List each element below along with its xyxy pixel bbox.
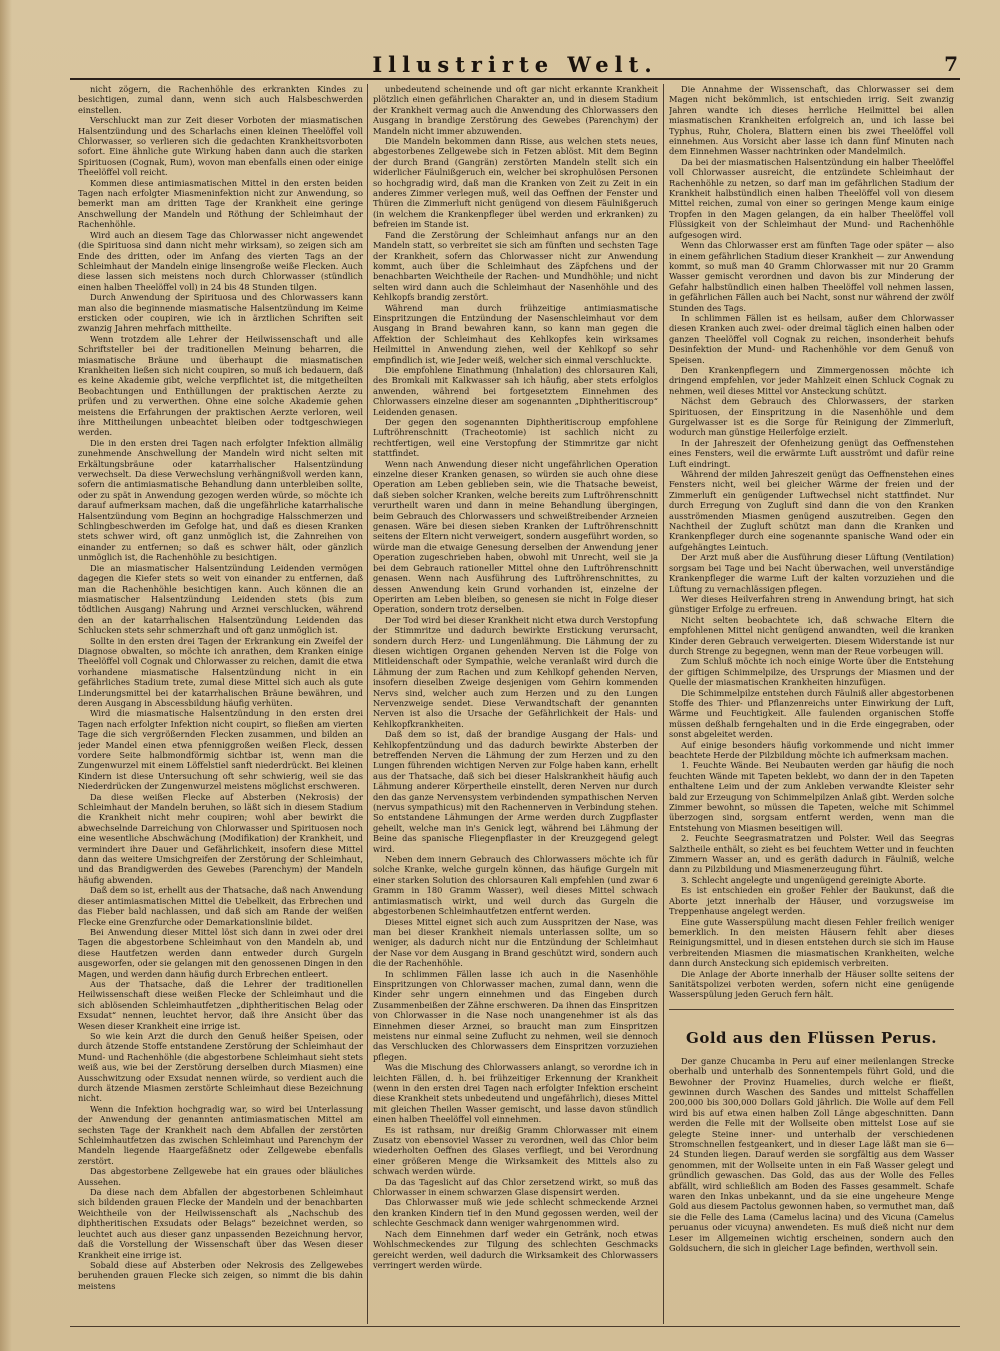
paragraph: Es ist entschieden ein großer Fehler der Baukunst, daß die Aborte jetzt innerhalb der Häuser, und vorzugsweise im Treppenhause angelegt werden. bbox=[669, 885, 954, 917]
paragraph: Die Anlage der Aborte innerhalb der Häuser sollte seitens der Sanitätspolizei verboten werden, sofern nicht eine genügende Wasserspülung jeden Geruch fern hält. bbox=[669, 968, 954, 1000]
page-title: Illustrirte Welt. bbox=[372, 52, 658, 77]
paragraph: nicht zögern, die Rachenhöhle des erkrankten Kindes zu besichtigen, zumal dann, wenn sich auch Halsbeschwerden einstellen. bbox=[78, 84, 363, 115]
paragraph: Der gegen den sogenannten Diphtheritiscroup empfohlene Luftröhrenschnitt (Tracheotomie) ist sachlich nicht zu rechtfertigen, weil eine Verstopfung der Stimmritze gar nicht stattfindet. bbox=[373, 417, 658, 459]
paragraph: Es ist rathsam, nur dreißig Gramm Chlorwasser mit einem Zusatz von ebensoviel Wasser zu verordnen, weil das Chlor beim wiederholten Oeffnen des Glases verfliegt, und bei Verordnung einer größeren Menge die Wirksamkeit des Mittels also zu schwach werden würde. bbox=[373, 1124, 658, 1177]
paragraph: Verschluckt man zur Zeit dieser Vorboten der miasmatischen Halsentzündung und des Scharlachs einen kleinen Theelöffel voll Chlorwasser, so verlieren sich die gedachten Krankheitsvorboten sofort. Eine ähnliche gute Wirkung haben dann auch die starken Spirituosen (Cognak, Rum), wovon man ebenfalls einen oder einige Theelöffel voll reicht. bbox=[78, 115, 363, 178]
paragraph: In schlimmen Fällen ist es heilsam, außer dem Chlorwasser diesen Kranken auch zwei- oder dreimal täglich einen halben oder ganzen Theelöffel voll Cognak zu reichen, insonderheit behufs Desinfektion der Mund- und Rachenhöhle vor dem Genuß von Speisen. bbox=[669, 312, 954, 365]
paragraph: Wenn nach Anwendung dieser nicht ungefährlichen Operation einzelne dieser Kranken genasen, so würden sie auch ohne diese Operation am Leben geblieben sein, wie die Thatsache beweist, daß sieben solcher Kranken, welche bereits zum Luftröhrenschnitt verurtheilt waren und dann in meine Behandlung übergingen, beim Gebrauch des Chlorwassers und schweißtreibender Arzneien genasen. Wäre bei diesen sieben Kranken der Luftröhrenschnitt seitens der Eltern nicht verweigert, sondern ausgeführt worden, so würde man die etwaige Genesung derselben der Anwendung jener Operation zugeschrieben haben, obwohl mit Unrecht, weil sie ja bei dem Gebrauch rationeller Mittel ohne den Luftröhrenschnitt genasen. Wenn nach Ausführung des Luftröhrenschnittes, zu dessen Anwendung kein Grund vorhanden ist, einzelne der Operirten am Leben bleiben, so genesen sie nicht in Folge dieser Operation, sondern trotz derselben. bbox=[373, 458, 658, 615]
paragraph: Dieses Mittel eignet sich auch zum Ausspritzen der Nase, was man bei dieser Krankheit niemals unterlassen sollte, um so weniger, als dadurch nicht nur die Entzündung der Schleimhaut der Nase vor dem Ausgang in Brand geschützt wird, sondern auch die der Rachenhöhle. bbox=[373, 916, 658, 969]
paragraph: Der Arzt muß aber die Ausführung dieser Lüftung (Ventilation) sorgsam bei Tage und bei Nacht überwachen, weil unverständige Krankenpfleger die warme Luft der kalten vorzuziehen und die Lüftung zu vernachlässigen pflegen. bbox=[669, 552, 954, 594]
paragraph: Kommen diese antimiasmatischen Mittel in den ersten beiden Tagen nach erfolgter Miasmeninfektion nicht zur Anwendung, so bemerkt man am dritten Tage der Krankheit eine geringe Anschwellung der Mandeln und Röthung der Schleimhaut der Rachenhöhle. bbox=[78, 177, 363, 230]
paragraph: In der Jahreszeit der Ofenheizung genügt das Oeffnenstehen eines Fensters, weil die erwärmte Luft ausströmt und dafür reine Luft eindringt. bbox=[669, 437, 954, 469]
paragraph: Fand die Zerstörung der Schleimhaut anfangs nur an den Mandeln statt, so verbreitet sie sich am fünften und sechsten Tage der Krankheit, sofern das Chlorwasser nicht zur Anwendung kommt, auch über die Schleimhaut des Zäpfchens und der benachbarten Weichtheile der Rachen- und Mundhöhle; und nicht selten wird dann auch die Schleimhaut der Nasenhöhle und des Kehlkopfs brandig zerstört. bbox=[373, 229, 658, 303]
paragraph: Wer dieses Heilverfahren streng in Anwendung bringt, hat sich günstiger Erfolge zu erfreuen. bbox=[669, 593, 954, 615]
paragraph: Da bei der miasmatischen Halsentzündung ein halber Theelöffel voll Chlorwasser ausreicht, die entzündete Schleimhaut der Rachenhöhle zu netzen, so darf man im gefährlichen Stadium der Krankheit halbstündlich einen halben Theelöffel voll von diesem Mittel reichen, zumal von einer so geringen Menge kaum einige Tropfen in den Magen gelangen, da ein halber Theelöffel voll Flüssigkeit von der Schleimhaut der Mund- und Rachenhöhle aufgesogen wird. bbox=[669, 156, 954, 240]
section-title: Gold aus den Flüssen Perus. bbox=[686, 1028, 937, 1047]
text-column-3 bbox=[669, 84, 954, 1324]
paragraph: Das Chlorwasser muß wie jede schlecht schmeckende Arznei den kranken Kindern tief in den Mund gegossen werden, weil der schlechte Geschmack dann weniger wahrgenommen wird. bbox=[373, 1197, 658, 1229]
paragraph: Neben dem innern Gebrauch des Chlorwassers möchte ich für solche Kranke, welche gurgeln können, das häufige Gurgeln mit einer starken Solution des chlorsauren Kali empfehlen (und zwar 6 Gramm in 180 Gramm Wasser), weil dieses Mittel schwach antimiasmatisch wirkt, und weil durch das Gurgeln die abgestorbenen Schleimhautfetzen entfernt werden. bbox=[373, 854, 658, 917]
paragraph: Die an miasmatischer Halsentzündung Leidenden vermögen dagegen die Kiefer stets so weit von einander zu entfernen, daß man die Rachenhöhle besichtigen kann. Auch können die an miasmatischer Halsentzündung Leidenden stets (bis zum tödtlichen Ausgang) Nahrung und Arznei verschlucken, während den an der katarrhalischen Halsentzündung Leidenden das Schlucken stets sehr schmerzhaft und oft ganz unmöglich ist. bbox=[78, 562, 363, 636]
paragraph: 2. Feuchte Seegrasmatratzen und Polster. Weil das Seegras Salztheile enthält, so zieht es bei feuchtem Wetter und in feuchten Zimmern Wasser an, und es geräth dadurch in Fäulniß, welche dann zu Pilzbildung und Miasmenerzeugung führt. bbox=[669, 833, 954, 875]
section-paragraph: Der ganze Chucamba in Peru auf einer meilenlangen Strecke oberhalb und unterhalb des Sonnentempels führt Gold, und die Bewohner der Provinz Huamelies, durch welche er fließt, gewinnen durch Waschen des Sandes und mittelst Schaffellen 200,000 bis 300,000 Dollars Gold jährlich. Die Wolle auf dem Fell wird bis auf etwa einen halben Zoll Länge abgeschnitten. Dann werden die Felle mit der Wollseite oben mittelst Lose auf sie gelegte Steine inner- und unterhalb der verschiedenen Stromschnellen festgeankert, und in dieser Lage läßt man sie 6—24 Stunden liegen. Darauf werden sie sorgfältig aus dem Wasser genommen, mit der Wollseite unten in ein Faß Wasser gelegt und gründlich gewaschen. Das Gold, das aus der Wolle des Felles abfällt, wird schließlich am Boden des Fasses gesammelt. Schafe waren den Inkas unbekannt, und da sie eine ungeheure Menge Gold aus diesem Pactolus gewonnen haben, so vermuthet man, daß sie die Felle des Lama (Camelus lacina) und des Vicuna (Camelus peruanus oder vicuyna) anwendeten. Es muß dieß nicht nur dem Leser im Allgemeinen wichtig erscheinen, sondern auch den Goldsuchern, die sich in gleicher Lage befinden, werthvoll sein. bbox=[669, 1055, 954, 1254]
paragraph: Da diese weißen Flecke auf Absterben (Nekrosis) der Schleimhaut der Mandeln beruhen, so läßt sich in diesem Stadium die Krankheit nicht mehr coupiren; wohl aber bewirkt die abwechselnde Darreichung von Chlorwasser und Spirituosen noch eine wesentliche Abschwächung (Modifikation) der Krankheit, und vermindert ihre Dauer und Gefährlichkeit, insofern diese Mittel dann das weitere Umsichgreifen der Zerstörung der Schleimhaut, und das Brandigwerden des Gewebes (Parenchym) der Mandeln häufig abwenden. bbox=[78, 791, 363, 885]
paragraph: Das abgestorbene Zellgewebe hat ein graues oder bläuliches Aussehen. bbox=[78, 1166, 363, 1187]
paragraph: Auf einige besonders häufig vorkommende und nicht immer beachtete Herde der Pilzbildung möchte ich aufmerksam machen. bbox=[669, 739, 954, 760]
paragraph: Die Schimmelpilze entstehen durch Fäulniß aller abgestorbenen Stoffe des Thier- und Pflanzenreichs unter Einwirkung der Luft, Wärme und Feuchtigkeit. Alle faulenden organischen Stoffe müssen deßhalb ferngehalten und in die Erde eingegraben, oder sonst abgeleitet werden. bbox=[669, 687, 954, 740]
paragraph: Wenn die Infektion hochgradig war, so wird bei Unterlassung der Anwendung der genannten antimiasmatischen Mittel am sechsten Tage der Krankheit nach dem Abfallen der zerstörten Schleimhautfetzen das zwischen Schleimhaut und Parenchym der Mandeln liegende Haargefäßnetz oder Zellgewebe ebenfalls zerstört. bbox=[78, 1103, 363, 1166]
paragraph: Während man durch frühzeitige antimiasmatische Einspritzungen die Entzündung der Nasenschleimhaut vor dem Ausgang in Brand bewahren kann, so kann man gegen die Affektion der Schleimhaut des Kehlkopfes kein wirksames Heilmittel in Anwendung ziehen, weil der Kehlkopf so sehr empfindlich ist, wie Jeder weiß, welcher sich einmal verschluckte. bbox=[373, 302, 658, 365]
paragraph: Bei Anwendung dieser Mittel löst sich dann in zwei oder drei Tagen die abgestorbene Schleimhaut von den Mandeln ab, und diese Hautfetzen werden dann entweder durch Gurgeln ausgeworfen, oder sie gelangen mit den genossenen Dingen in den Magen, und werden dann häufig durch Erbrechen entleert. bbox=[78, 926, 363, 979]
paragraph: Da das Tageslicht auf das Chlor zersetzend wirkt, so muß das Chlorwasser in einem schwarzen Glase dispensirt werden. bbox=[373, 1176, 658, 1198]
paragraph: Wird auch an diesem Tage das Chlorwasser nicht angewendet (die Spirituosa sind dann nicht mehr wirksam), so zeigen sich am Ende des dritten, oder im Anfang des vierten Tags an der Schleimhaut der Mandeln einige linsengroße weiße Flecken. Auch diese lassen sich meistens noch durch Chlorwasser (stündlich einen halben Theelöffel voll) in 24 bis 48 Stunden tilgen. bbox=[78, 229, 363, 292]
column-divider bbox=[663, 84, 664, 1324]
paragraph: Nächst dem Gebrauch des Chlorwassers, der starken Spirituosen, der Einspritzung in die Nasenhöhle und dem Gurgelwasser ist es die Sorge für Reinigung der Zimmerluft, wodurch man günstige Heilerfolge erzielt. bbox=[669, 396, 954, 438]
paragraph: Daß dem so ist, erhellt aus der Thatsache, daß nach Anwendung dieser antimiasmatischen Mittel die Uebelkeit, das Erbrechen und das Fieber bald nachlassen, und daß sich am Rande der weißen Flecke eine Grenzfurche oder Demarkationslinie bildet. bbox=[78, 885, 363, 927]
paragraph: unbedeutend scheinende und oft gar nicht erkannte Krankheit plötzlich einen gefährlichen Charakter an, und in diesem Stadium der Krankheit vermag auch die Anwendung des Chlorwassers den Ausgang in brandige Zerstörung des Gewebes (Parenchym) der Mandeln nicht immer abzuwenden. bbox=[373, 84, 658, 136]
paragraph: Der Tod wird bei dieser Krankheit nicht etwa durch Verstopfung der Stimmritze und dadurch bewirkte Erstickung verursacht, sondern durch Herz- und Lungenlähmung. Die Lähmung der zu diesen wichtigen Organen gehenden Nerven ist die Folge von Mitleidenschaft oder Sympathie, welche veranlaßt wird durch die Lähmung der zum Rachen und zum Kehlkopf gehenden Nerven, insofern dieselben Zweige desjenigen vom Gehirn kommenden Nervs sind, welcher auch zum Herzen und zu den Lungen Nervenzweige sendet. Diese Verwandtschaft der genannten Nerven ist also die Ursache der Gefährlichkeit der Hals- und Kehlkopfkrankheiten. bbox=[373, 614, 658, 729]
paragraph: Nicht selten beobachtete ich, daß schwache Eltern die empfohlenen Mittel nicht genügend anwandten, weil die kranken Kinder deren Gebrauch verweigerten. Diesem Widerstande ist nur durch Strenge zu begegnen, wenn man der Reue vorbeugen will. bbox=[669, 614, 954, 656]
masthead bbox=[70, 48, 960, 82]
paragraph: Die Mandeln bekommen dann Risse, aus welchen stets neues, abgestorbenes Zellgewebe sich in Fetzen ablöst. Mit dem Beginn der durch Brand (Gangrän) zerstörten Mandeln stellt sich ein widerlicher Fäulnißgeruch ein, welcher bei skrophulösen Personen so hochgradig wird, daß man die Kranken von Zeit zu Zeit in ein anderes Zimmer verlegen muß, weil das Oeffnen der Fenster und Thüren die Zimmerluft nicht genügend von diesem Fäulnißgeruch (in welchem die Krankenpfleger übel werden und erkranken) zu befreien im Stande ist. bbox=[373, 136, 658, 230]
paragraph: Die empfohlene Einathmung (Inhalation) des chlorsauren Kali, des Bromkali mit Kalkwasser sah ich häufig, aber stets erfolglos anwenden, während bei fortgesetztem Einnehmen des Chlorwassers einzelne dieser am sogenannten „Diphtheritiscroup“ Leidenden genasen. bbox=[373, 364, 658, 417]
paragraph: Durch Anwendung der Spirituosa und des Chlorwassers kann man also die beginnende miasmatische Halsentzündung im Keime ersticken oder coupiren, wie ich in ärztlichen Schriften seit zwanzig Jahren mehrfach mittheilte. bbox=[78, 292, 363, 334]
paragraph: Sobald diese auf Absterben oder Nekrosis des Zellgewebes beruhenden grauen Flecke sich zeigen, so nimmt die bis dahin meistens bbox=[78, 1259, 363, 1291]
paragraph: Die in den ersten drei Tagen nach erfolgter Infektion allmälig zunehmende Anschwellung der Mandeln wird nicht selten mit Erkältungsbräune oder katarrhalischer Halsentzündung verwechselt. Da diese Verwechslung verhängnißvoll werden kann, sofern die antimiasmatische Behandlung dann unterbleiben sollte, oder zu spät in Anwendung gezogen werden würde, so möchte ich darauf aufmerksam machen, daß die ungefährliche katarrhalische Halsentzündung vom Beginn an hochgradige Halsschmerzen und Schlingbeschwerden im Gefolge hat, und daß es diesen Kranken stets schwer wird, oft ganz unmöglich ist, die Zahnreihen von einander zu entfernen; so daß es schwer hält, oder gänzlich unmöglich ist, die Rachenhöhle zu besichtigen. bbox=[78, 437, 363, 563]
column-divider bbox=[367, 84, 368, 1324]
paragraph: Daß dem so ist, daß der brandige Ausgang der Hals- und Kehlkopfentzündung und das dadurch bewirkte Absterben der betreffenden Nerven die Lähmung der zum Herzen und zu den Lungen führenden wichtigen Nerven zur Folge haben kann, erhellt aus der Thatsache, daß sich bei dieser Halskrankheit häufig auch Lähmung anderer Körpertheile einstellt, deren Nerven nur durch den das ganze Nervensystem verbindenden sympathischen Nerven (nervus sympathicus) mit den Rachennerven in Verbindung stehen. So entstandene Lähmungen der Arme werden durch Zugpflaster geheilt, welche man in's Genick legt, während bei Lähmung der Beine das spanische Fliegenpflaster in der Kreuzgegend gelegt wird. bbox=[373, 729, 658, 854]
paragraph: Aus der Thatsache, daß die Lehrer der traditionellen Heilwissenschaft diese weißen Flecke der Schleimhaut und die sich ablösenden Schleimhautfetzen „diphtheritischen Belag oder Exsudat“ nennen, leuchtet hervor, daß ihre Ansicht über das Wesen dieser Krankheit eine irrige ist. bbox=[78, 978, 363, 1031]
paragraph: 3. Schlecht angelegte und ungenügend gereinigte Aborte. bbox=[681, 874, 926, 885]
paragraph: So wie kein Arzt die durch den Genuß heißer Speisen, oder durch ätzende Stoffe entstandene Zerstörung der Schleimhaut der Mund- und Rachenhöhle (die abgestorbene Schleimhaut sieht stets weiß aus, wie bei der Zerstörung derselben durch Miasmen) eine Ausschwitzung oder Exsudat nennen würde, so verdient auch die durch ätzende Miasmen zerstörte Schleimhaut diese Bezeichnung nicht. bbox=[78, 1030, 363, 1104]
paragraph: Eine gute Wasserspülung macht diesen Fehler freilich weniger bemerklich. In den meisten Häusern fehlt aber dieses Reinigungsmittel, und in diesen entstehen durch sie sich im Hause verbreitenden Miasmen die miasmatischen Krankheiten, welche dann durch Ansteckung sich epidemisch verbreiten. bbox=[669, 916, 954, 969]
paragraph: 1. Feuchte Wände. Bei Neubauten werden gar häufig die noch feuchten Wände mit Tapeten beklebt, wo dann der in den Tapeten enthaltene Leim und der zum Ankleben verwandte Kleister sehr bald zur Erzeugung von Schimmelpilzen Anlaß gibt. Werden solche Zimmer bewohnt, so müssen die Tapeten, welche mit Schimmel überzogen sind, sorgsam entfernt werden, wenn man die Entstehung von Miasmen beseitigen will. bbox=[669, 760, 954, 833]
paragraph: Wird die miasmatische Halsentzündung in den ersten drei Tagen nach erfolgter Infektion nicht coupirt, so fließen am vierten Tage die sich vergrößernden Flecken zusammen, und bilden an jeder Mandel einen etwa pfenniggroßen weißen Fleck, dessen vordere Seite halbmondförmig sichtbar ist, wenn man die Zungenwurzel mit einem Löffelstiel sanft niederdrückt. Bei kleinen Kindern ist diese Untersuchung oft sehr schwierig, weil sie das Niederdrücken der Zungenwurzel meistens möglichst erschweren. bbox=[78, 708, 363, 792]
paragraph: In schlimmen Fällen lasse ich auch in die Nasenhöhle Einspritzungen von Chlorwasser machen, zumal dann, wenn die Kinder sehr ungern einnehmen und das Eingeben durch Zusammenbeißen der Zähne erschweren. Da ihnen das Einspritzen von Chlorwasser in die Nase noch unangenehmer ist als das Einnehmen dieser Arznei, so braucht man zum Einspritzen meistens nur einmal seine Zuflucht zu nehmen, weil sie dennoch das Verschlucken des Chlorwassers dem Einspritzen vorzuziehen pflegen. bbox=[373, 968, 658, 1062]
paragraph: Sollte in den ersten drei Tagen der Erkrankung ein Zweifel der Diagnose obwalten, so möchte ich anrathen, dem Kranken einige Theelöffel voll Cognak und Chlorwasser zu reichen, damit die etwa vorhandene miasmatische Halsentzündung nicht in ein gefährliches Stadium trete, zumal diese Mittel sich auch als gute Linderungsmittel bei der katarrhalischen Bräune bewähren, und deren Ausgang in Abscessbildung häufig verhüten. bbox=[78, 635, 363, 708]
paragraph: Da diese nach dem Abfallen der abgestorbenen Schleimhaut sich bildenden grauen Flecke der Mandeln und der benachbarten Weichtheile von der Heilwissenschaft als „Nachschub des diphtheritischen Exsudats oder Belags“ bezeichnet werden, so leuchtet auch aus dieser ganz unpassenden Bezeichnung hervor, daß die Vorstellung der Wissenschaft über das Wesen dieser Krankheit eine irrige ist. bbox=[78, 1187, 363, 1260]
text-column-2 bbox=[373, 84, 658, 1324]
paragraph: Wenn trotzdem alle Lehrer der Heilwissenschaft und alle Schriftsteller bei der traditionellen Meinung beharren, die miasmatische Bräune und überhaupt die miasmatischen Krankheiten ließen sich nicht coupiren, so muß ich bedauern, daß es keine Akademie gibt, welche verpflichtet ist, die mitgetheilten Beobachtungen und Enthüllungen der praktischen Aerzte zu prüfen und zu verwerthen. Ohne eine solche Akademie gehen meistens die Erfahrungen der praktischen Aerzte verloren, weil ihre Mittheilungen unbeachtet bleiben oder todtgeschwiegen werden. bbox=[78, 333, 363, 438]
paragraph: Was die Mischung des Chlorwassers anlangt, so verordne ich in leichten Fällen, d. h. bei frühzeitiger Erkennung der Krankheit (wenn in den ersten drei Tagen nach erfolgter Infektion erscheint diese Krankheit stets unbedeutend und ungefährlich), dieses Mittel mit gleichen Theilen Wasser gemischt, und lasse davon stündlich einen halben Theelöffel voll einnehmen. bbox=[373, 1062, 658, 1125]
masthead-rule bbox=[70, 78, 960, 80]
bottom-rule bbox=[70, 1326, 960, 1327]
paragraph: Während der milden Jahreszeit genügt das Oeffnenstehen eines Fensters nicht, weil bei gleicher Wärme der freien und der Zimmerluft ein genügender Luftwechsel nicht stattfindet. Nur durch Erregung von Zugluft sind dann die von den Kranken ausströmenden Miasmen genügend auszutreiben. Gegen den Nachtheil der Zugluft schützt man dann die Kranken und Krankenpfleger durch eine sogenannte spanische Wand oder ein aufgehängtes Leintuch. bbox=[669, 469, 954, 552]
paragraph: Nach dem Einnehmen darf weder ein Getränk, noch etwas Wohlschmeckendes zur Tilgung des schlechten Geschmacks gereicht werden, weil dadurch die Wirksamkeit des Chlorwassers verringert werden würde. bbox=[373, 1228, 658, 1270]
paragraph: Den Krankenpflegern und Zimmergenossen möchte ich dringend empfehlen, vor jeder Mahlzeit einen Schluck Cognak zu nehmen, weil dieses Mittel vor Ansteckung schützt. bbox=[669, 364, 954, 396]
paragraph: Zum Schluß möchte ich noch einige Worte über die Entstehung der giftigen Schimmelpilze, des Ursprungs der Miasmen und der Quelle der miasmatischen Krankheiten hinzufügen. bbox=[669, 656, 954, 688]
paragraph: Wenn das Chlorwasser erst am fünften Tage oder später — also in einem gefährlichen Stadium dieser Krankheit — zur Anwendung kommt, so muß man 40 Gramm Chlorwasser mit nur 20 Gramm Wasser gemischt verordnen und davon bis zur Minderung der Gefahr halbstündlich einen halben Theelöffel voll nehmen lassen, in gefährlichen Fällen auch bei Nacht, sonst nur während der zwölf Stunden des Tags. bbox=[669, 240, 954, 313]
section-divider bbox=[669, 1000, 954, 1022]
page-number: 7 bbox=[944, 52, 958, 76]
text-column-1 bbox=[78, 84, 363, 1324]
paragraph: Die Annahme der Wissenschaft, das Chlorwasser sei dem Magen nicht bekömmlich, ist entschieden irrig. Seit zwanzig Jahren wandte ich dieses herrliche Heilmittel bei allen miasmatischen Krankheiten erfolgreich an, und ich lasse bei Typhus, Ruhr, Cholera, Blattern einen bis zwei Theelöffel voll einnehmen. Aus Vorsicht aber lasse ich dann fünf Minuten nach dem Einnehmen Wasser nachtrinken oder Mandelmilch. bbox=[669, 84, 954, 157]
